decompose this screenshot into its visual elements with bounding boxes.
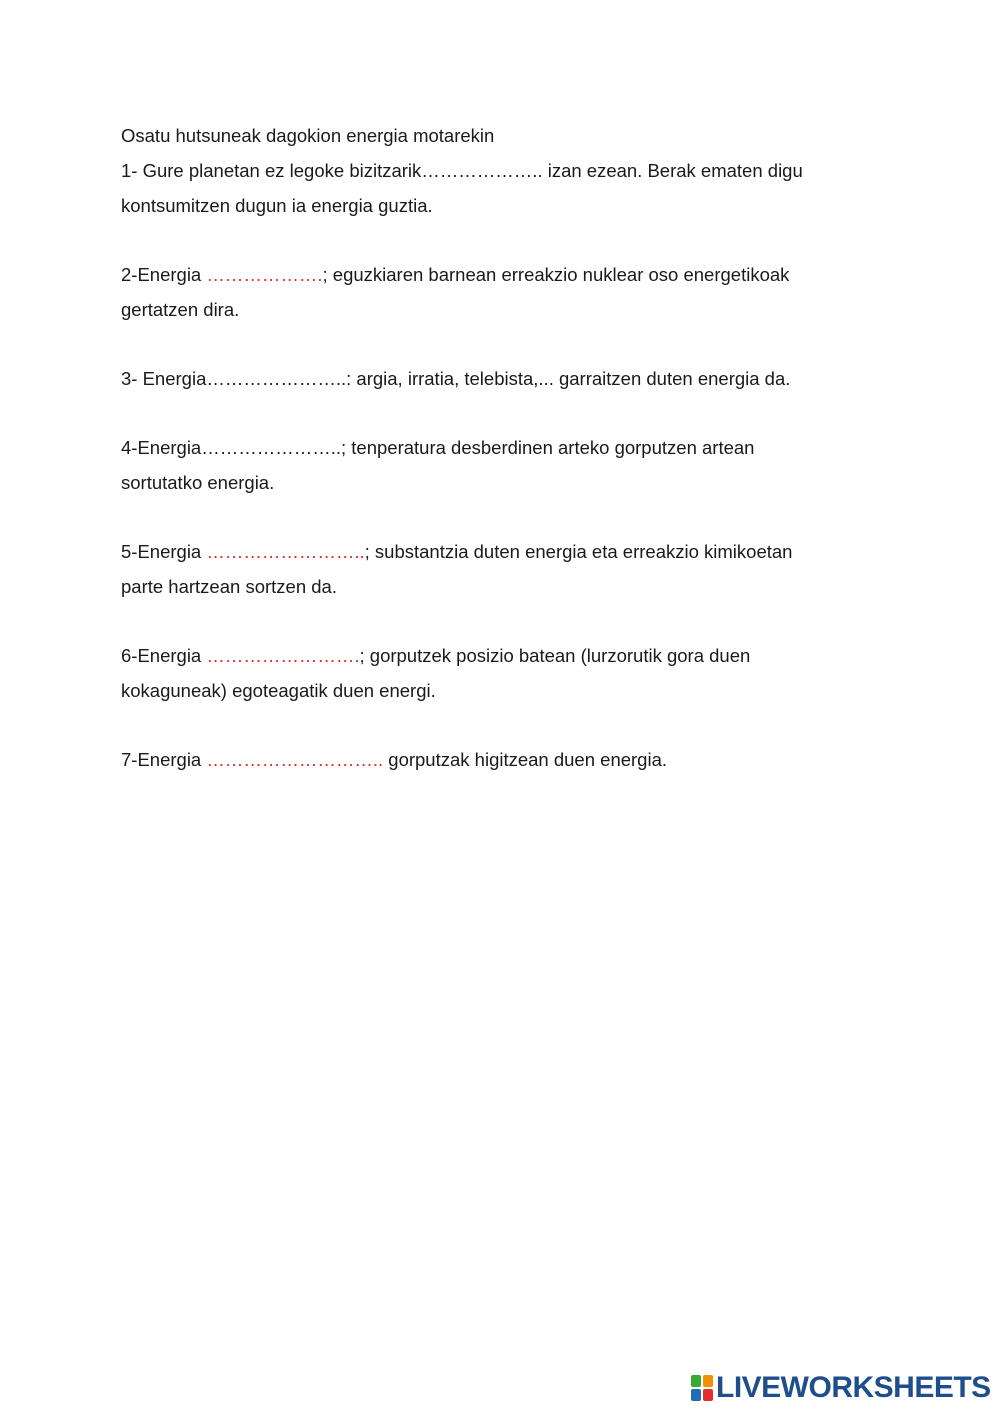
question-7-blank[interactable]: ………………………..	[206, 749, 384, 770]
question-5-line-1	[121, 534, 881, 569]
question-5-line-2: parte hartzean sortzen da.	[121, 576, 337, 597]
question-3	[121, 361, 881, 396]
liveworksheets-logo[interactable]	[691, 1372, 991, 1404]
question-5	[121, 534, 881, 604]
question-2-line-2: gertatzen dira.	[121, 299, 240, 320]
question-3-prefix: 3- Energia	[121, 368, 207, 389]
question-4-prefix: 4-Energia	[121, 437, 202, 458]
question-4-line-2: sortutatko energia.	[121, 472, 275, 493]
question-4	[121, 430, 881, 500]
question-2-line-1	[121, 257, 881, 292]
question-4-text-after: ; tenperatura desberdinen arteko gorputzen artean	[341, 437, 755, 458]
question-3-text-after: : argia, irratia, telebista,... garraitzen duten energia da.	[346, 368, 791, 389]
question-6	[121, 638, 881, 708]
question-6-text-after: ; gorputzek posizio batean (lurzorutik gora duen	[359, 645, 751, 666]
question-7-line-1	[121, 742, 881, 777]
question-6-line-2: kokaguneak) egoteagatik duen energi.	[121, 680, 436, 701]
question-2-prefix: 2-Energia	[121, 264, 207, 285]
question-3-line-1	[121, 361, 881, 396]
question-5-blank[interactable]: ……………………..	[206, 541, 365, 562]
question-1-text-before: 1- Gure planetan ez legoke bizitzarik	[121, 160, 422, 181]
question-2-text-after: ; eguzkiaren barnean erreakzio nuklear oso energetikoak	[322, 264, 790, 285]
question-5-prefix: 5-Energia	[121, 541, 207, 562]
question-7-text-after: gorputzak higitzean duen energia.	[383, 749, 668, 770]
question-6-line-1	[121, 638, 881, 673]
brand-name: LIVEWORKSHEETS	[716, 1371, 991, 1404]
question-1-blank[interactable]: ………………..	[421, 160, 543, 181]
question-2	[121, 257, 881, 327]
question-6-blank[interactable]: …………………….	[206, 645, 360, 666]
question-6-prefix: 6-Energia	[121, 645, 207, 666]
worksheet	[121, 118, 881, 811]
question-7-prefix: 7-Energia	[121, 749, 207, 770]
question-1-text-after: izan ezean. Berak ematen digu	[542, 160, 803, 181]
liveworksheets-logo-icon	[691, 1375, 713, 1401]
question-2-blank[interactable]: ……………….	[206, 264, 323, 285]
question-5-text-after: ; substantzia duten energia eta erreakzio kimikoetan	[364, 541, 793, 562]
question-1-line-1	[121, 153, 881, 188]
question-4-line-1	[121, 430, 881, 465]
question-1	[121, 153, 881, 223]
question-3-blank[interactable]: …………………..	[206, 368, 347, 389]
question-7	[121, 742, 881, 777]
question-4-blank[interactable]: …………………..	[201, 437, 341, 458]
instruction: Osatu hutsuneak dagokion energia motarekin	[121, 125, 495, 146]
question-1-line-2: kontsumitzen dugun ia energia guztia.	[121, 195, 433, 216]
